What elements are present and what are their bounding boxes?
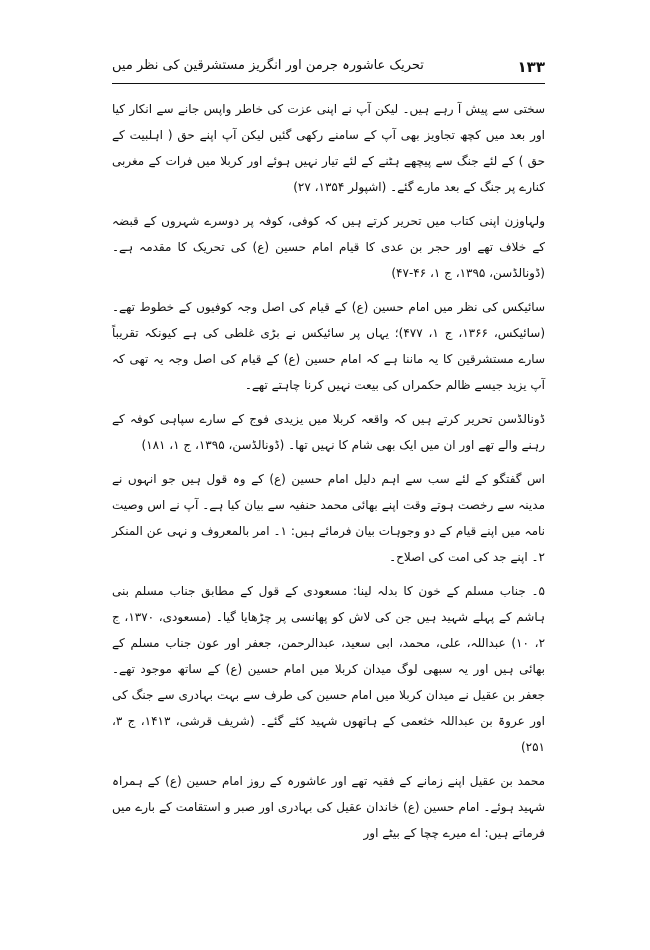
body-text — [112, 96, 545, 854]
paragraph-donaldson: ڈونالڈسن تحریر کرتے ہیں کہ واقعہ کربلا میں یزیدی فوج کے سارے سپاہی کوفہ کے رہنے والے تھے اور ان میں ایک بھی شام کا نہیں تھا۔ (ڈونالڈسن، ۱۳۹۵، ج ۱، ۱۸۱) — [112, 412, 545, 452]
paragraph-muhammad-ibn-aqil: محمد بن عقیل اپنے زمانے کے فقیہ تھے اور عاشورہ کے روز امام حسین (ع) کے ہمراہ شہید ہوئے۔ امام حسین (ع) خاندان عقیل کی بہادری اور صبر و استقامت کے بارے میں فرماتے ہیں: اے میرے چچا کے بیٹے اور — [112, 774, 545, 840]
paragraph-muslim-revenge: ۵۔ جناب مسلم کے خون کا بدلہ لینا: مسعودی کے قول کے مطابق جناب مسلم بنی ہاشم کے پہلے شہید ہیں جن کی لاش کو پھانسی پر چڑھایا گیا۔ (مسعودی، ۱۳۷۰، ج ۲، ۱۰) عبداللہ، علی، محمد، ابی سعید، عبدالرحمن، جعفر اور عون جناب مسلم کے بھائی ہیں اور یہ سبھی لوگ میدان کربلا میں امام حسین (ع) کے ساتھ موجود تھے۔ جعفر بن عقیل نے میدان کربلا میں امام حسین کی طرف سے بہت بہادری سے جنگ کی اور عروۃ بن عبداللہ خثعمی کے ہاتھوں شہید کئے گئے۔ (شریف قرشی، ۱۴۱۳، ج ۳، ۲۵۱) — [112, 584, 546, 754]
paragraph-wellhausen: ولہاوزن اپنی کتاب میں تحریر کرتے ہیں کہ کوفی، کوفہ پر دوسرے شہروں کے قبضہ کے خلاف تھے اور حجر بن عدی کا قیام امام حسین (ع) کی تحریک کا مقدمہ ہے۔ (ڈونالڈسن، ۱۳۹۵، ج ۱، ۴۶-۴۷) — [112, 214, 545, 280]
running-title: تحریک عاشورہ جرمن اور انگریز مستشرقین کی نظر میں — [112, 58, 424, 73]
paragraph-testament: اس گفتگو کے لئے سب سے اہم دلیل امام حسین (ع) کے وہ قول ہیں جو انہوں نے مدینہ سے رخصت ہوتے وقت اپنے بھائی محمد حنفیہ سے بیان کیا ہے۔ آپ نے اس وصیت نامہ میں اپنے قیام کے دو وجوہات بیان فرمائے ہیں: ۱۔ امر بالمعروف و نہی عن المنکر ۲۔ اپنے جد کی امت کی اصلاح۔ — [112, 472, 546, 564]
paragraph-spuler: سختی سے پیش آ رہے ہیں۔ لیکن آپ نے اپنی عزت کی خاطر واپس جانے سے انکار کیا اور بعد میں کچھ تجاویز بھی آپ کے سامنے رکھی گئیں لیکن آپ اپنے حق ( اہلبیت کے حق ) کے لئے جنگ سے پیچھے ہٹنے کے لئے تیار نہیں ہوئے اور کربلا میں فرات کے مغربی کنارے پر جنگ کے بعد مارے گئے۔ (اشپولر ۱۳۵۴، ۲۷) — [112, 102, 545, 194]
header-divider — [112, 83, 545, 84]
page-header — [112, 54, 545, 82]
page-number: ۱۳۳ — [517, 58, 545, 76]
paragraph-sykes: سائیکس کی نظر میں امام حسین (ع) کے قیام کی اصل وجہ کوفیوں کے خطوط تھے۔ (سائیکس، ۱۳۶۶، ج ۱، ۴۷۷)؛ یہاں پر سائیکس نے بڑی غلطی کی ہے کیونکہ تقریباً سارے مستشرقین کا یہ ماننا ہے کہ امام حسین (ع) کے قیام کی اصل وجہ یہ تھی کہ آپ یزید جیسے ظالم حکمراں کی بیعت نہیں کرنا چاہتے تھے۔ — [112, 300, 546, 392]
